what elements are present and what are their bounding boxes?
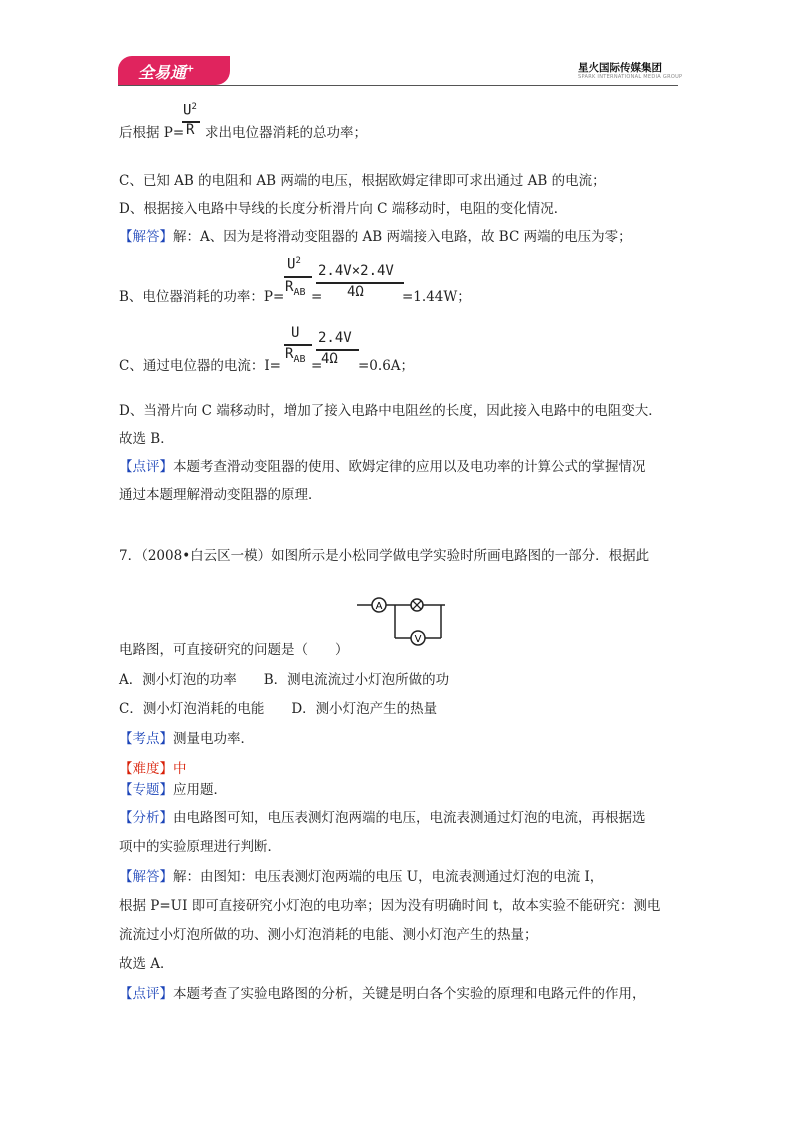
answer-line-1: 【解答】解：由图知：电压表测灯泡两端的电压 U，电流表测通过灯泡的电流 I， <box>119 869 604 885</box>
answer-line-a: 【解答】解：A、因为是将滑动变阻器的 AB 两端接入电路，故 BC 两端的电压为零； <box>119 229 632 245</box>
analysis-tag: 【分析】 <box>119 810 173 826</box>
topic-tag: 【专题】 <box>119 782 173 798</box>
review-line-2: 通过本题理解滑动变阻器的原理． <box>119 487 322 503</box>
answer-line-3: 流流过小灯泡所做的功、测小灯泡消耗的电能、测小灯泡产生的热量； <box>119 927 538 943</box>
power-formula-suffix: 求出电位器消耗的总功率； <box>205 125 367 141</box>
company-name-en: SPARK INTERNATIONAL MEDIA GROUP <box>578 74 683 80</box>
answer-line-2: 根据 P=UI 即可直接研究小灯泡的电功率；因为没有明确时间 t，故本实验不能研究：测电 <box>119 898 661 914</box>
formula-b-den2: 4Ω <box>347 284 364 300</box>
analysis-line-2: 项中的实验原理进行判断． <box>119 839 281 855</box>
choose-a: 故选 A． <box>119 956 174 972</box>
logo-text: 全易通+ <box>138 63 195 82</box>
review-tag-q7: 【点评】 <box>119 986 173 1002</box>
answer-tag-q7: 【解答】 <box>119 869 173 885</box>
formula-b-result: =1.44W； <box>402 289 471 305</box>
formula-c-num2: 2.4V <box>318 330 352 346</box>
point-line: 【考点】测量电功率． <box>119 731 254 747</box>
formula-b-prefix: B、电位器消耗的功率：P= <box>119 289 285 305</box>
formula-b-bar <box>284 276 312 278</box>
formula-c-result: =0.6A； <box>358 358 415 374</box>
options-row-2: C．测小灯泡消耗的电能 D．测小灯泡产生的热量 <box>119 701 438 717</box>
fraction-numerator: $U^2$ <box>183 102 197 119</box>
difficulty-line <box>119 760 187 778</box>
formula-b-den: $R_{AB}$ <box>285 279 306 298</box>
formula-c-prefix: C、通过电位器的电流：I= <box>119 358 281 374</box>
formula-b-num: $U^2$ <box>287 256 301 273</box>
review-line-1: 【点评】本题考查滑动变阻器的使用、欧姆定律的应用以及电功率的计算公式的掌握情况 <box>119 459 646 475</box>
review-line-q7: 【点评】本题考查了实验电路图的分析，关键是明白各个实验的原理和电路元件的作用， <box>119 986 646 1002</box>
analysis-line-1: 【分析】由电路图可知，电压表测灯泡两端的电压，电流表测通过灯泡的电流，再根据选 <box>119 810 646 826</box>
formula-b-num2: 2.4V×2.4V <box>318 263 394 279</box>
difficulty-tag: 【难度】 <box>119 761 173 777</box>
formula-c-den2: 4Ω <box>321 351 338 367</box>
answer-tag: 【解答】 <box>119 229 173 245</box>
formula-line-power: 后根据 P= <box>119 125 185 141</box>
options-row-1: A．测小灯泡的功率 B．测电流流过小灯泡所做的功 <box>119 672 450 688</box>
paragraph-c: C、已知 AB 的电阻和 AB 两端的电压，根据欧姆定律即可求出通过 AB 的电流； <box>119 173 606 189</box>
svg-text:A: A <box>375 601 383 612</box>
point-tag: 【考点】 <box>119 731 173 747</box>
svg-text:V: V <box>414 634 422 645</box>
difficulty-value: 中 <box>173 761 187 777</box>
circuit-diagram <box>355 594 450 654</box>
header-divider <box>118 85 678 86</box>
formula-b-eq: = <box>311 289 323 305</box>
paragraph-d: D、根据接入电路中导线的长度分析滑片向 C 端移动时，电阻的变化情况． <box>119 201 568 217</box>
formula-c-eq: = <box>311 358 323 374</box>
review-tag: 【点评】 <box>119 459 173 475</box>
choose-b: 故选 B． <box>119 431 174 447</box>
paragraph-d2: D、当滑片向 C 端移动时，增加了接入电路中电阻丝的长度，因此接入电路中的电阻变大． <box>119 403 662 419</box>
question-7-title: 7．（2008•白云区一模）如图所示是小松同学做电学实验时所画电路图的一部分．根据此 <box>119 548 650 564</box>
question-7-prompt: 电路图，可直接研究的问题是（ ） <box>119 642 349 658</box>
topic-line: 【专题】应用题． <box>119 782 227 798</box>
company-name: 星火国际传媒集团 <box>578 62 662 74</box>
formula-c-den: $R_{AB}$ <box>285 346 306 365</box>
formula-c-num: U <box>291 325 300 341</box>
fraction-denominator: R <box>186 122 195 138</box>
